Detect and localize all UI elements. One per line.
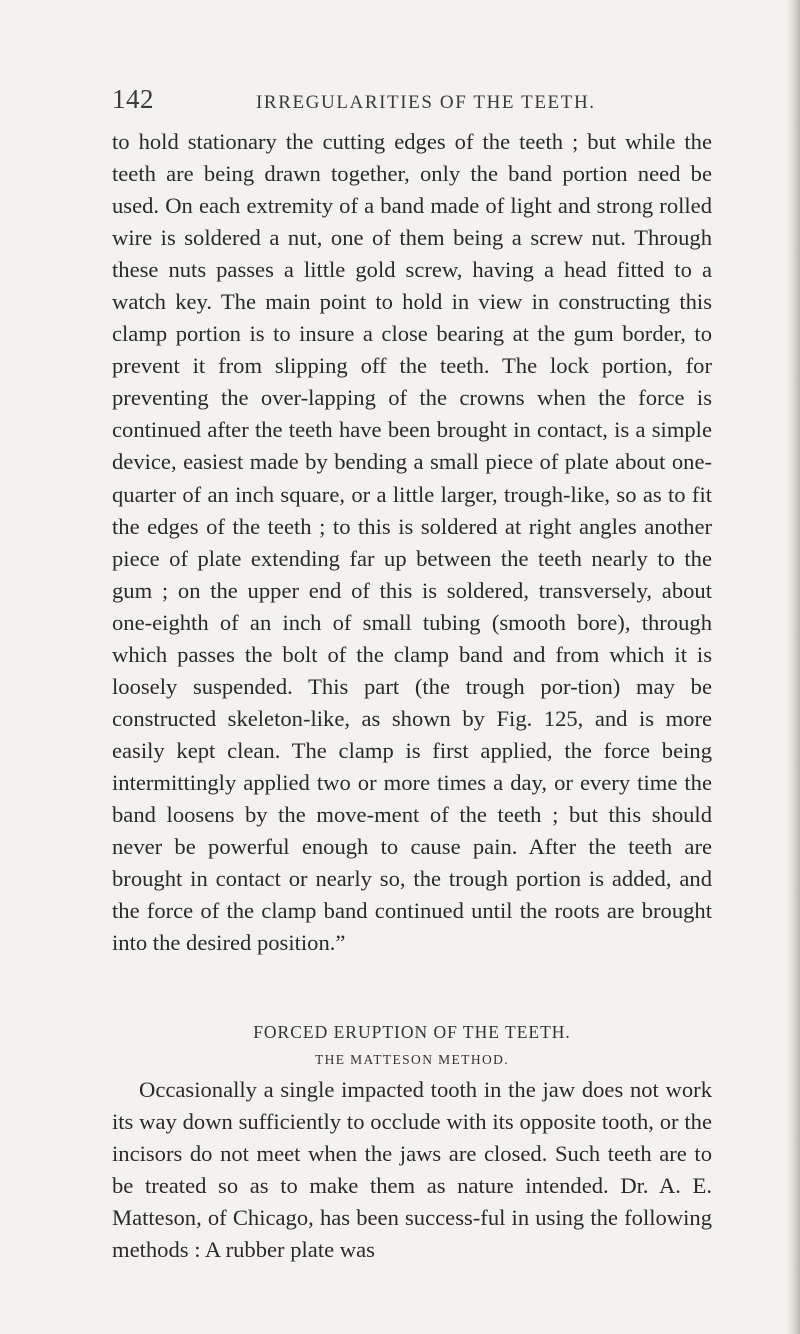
paragraph-continued: to hold stationary the cutting edges of the teeth ; but while the teeth are being drawn together, only the band portion need be used. On each extremity of a band made of light and strong rolled wire is soldered a nut, one of them being a screw nut. Through these nuts passes a little gold screw, having a head fitted to a watch key. The main point to hold in view in constructing this clamp portion is to insure a close bearing at the gum border, to prevent it from slipping off the teeth. The lock portion, for preventing the over-lapping of the crowns when the force is continued after the teeth have been brought in contact, is a simple device, easiest made by bending a small piece of plate about one-quarter of an inch square, or a little larger, trough-like, so as to fit the edges of the teeth ; to this is soldered at right angles another piece of plate extending far up between the teeth nearly to the gum ; on the upper end of this is soldered, transversely, about one-eighth of an inch of small tubing (smooth bore), through which passes the bolt of the clamp band and from which it is loosely suspended. This part (the trough por-tion) may be constructed skeleton-like, as shown by Fig. 125, and is more easily kept clean. The clamp is first applied, the force being intermittingly applied two or more times a day, or every time the band loosens by the move-ment of the teeth ; but this should never be powerful enough to cause pain. After the teeth are brought in contact or nearly so, the trough portion is added, and the force of the clamp band continued until the roots are brought into the desired position.”	[112, 129, 712, 956]
page-edge-shadow	[786, 0, 800, 1334]
paragraph-section: Occasionally a single impacted tooth in the jaw does not work its way down sufficiently to occlude with its opposite tooth, or the incisors do not meet when the jaws are closed. Such teeth are to be treated so as to make them as nature intended. Dr. A. E. Matteson, of Chicago, has been success-ful in using the following methods : A rubber plate was	[112, 1077, 712, 1263]
running-head: IRREGULARITIES OF THE TEETH.	[256, 92, 596, 113]
page-number: 142	[112, 84, 154, 114]
body-text-section	[112, 1074, 712, 1266]
section-subheading: THE MATTESON METHOD.	[314, 1052, 510, 1067]
section-heading: FORCED ERUPTION OF THE TEETH.	[253, 1022, 571, 1042]
body-text-continued	[112, 126, 712, 959]
